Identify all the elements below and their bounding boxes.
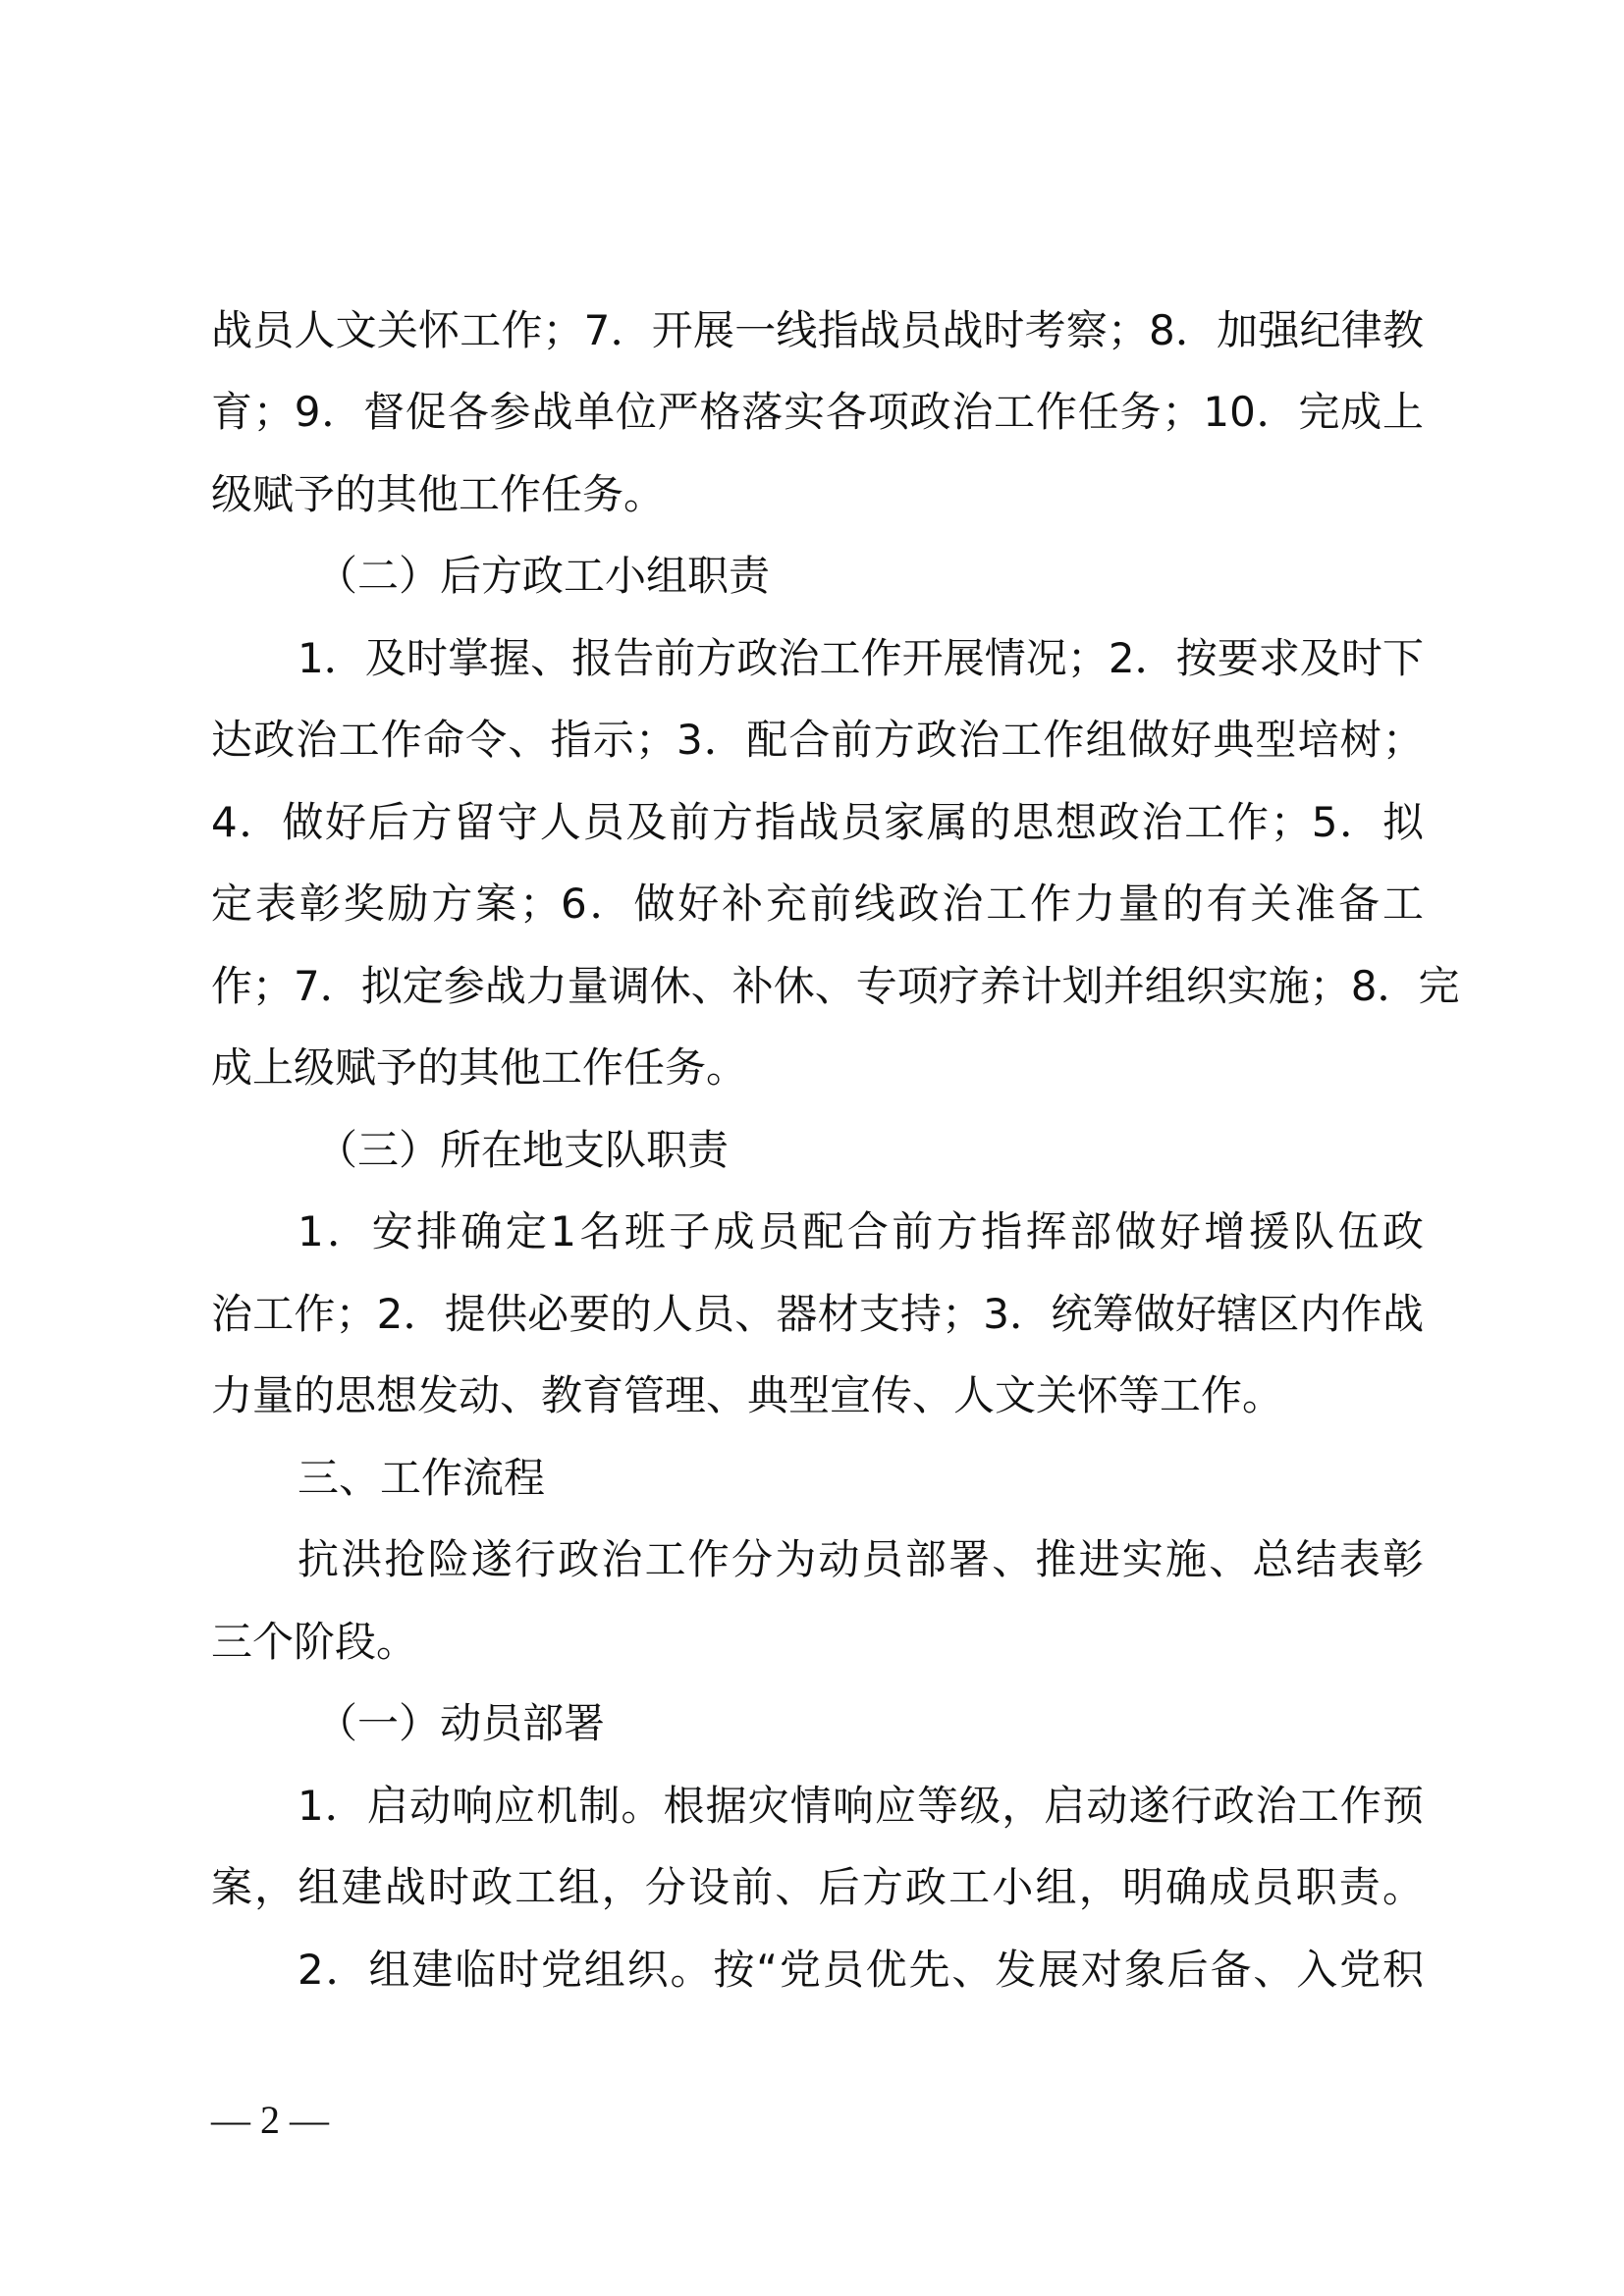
paragraph-line: 案，组建战时政工组，分设前、后方政工小组，明确成员职责。	[211, 1863, 1424, 1911]
paragraph-line: 治工作；2．提供必要的人员、器材支持；3．统筹做好辖区内作战	[211, 1290, 1424, 1338]
paragraph-line: 定表彰奖励方案；6．做好补充前线政治工作力量的有关准备工	[211, 880, 1424, 928]
paragraph-line: 抗洪抢险遂行政治工作分为动员部署、推进实施、总结表彰	[298, 1535, 1424, 1583]
paragraph-line: 1．及时掌握、报告前方政治工作开展情况；2．按要求及时下	[298, 634, 1424, 682]
paragraph-line: 1．安排确定1名班子成员配合前方指挥部做好增援队伍政	[298, 1207, 1424, 1255]
paragraph-line: 级赋予的其他工作任务。	[211, 470, 666, 518]
paragraph-line: 力量的思想发动、教育管理、典型宣传、人文关怀等工作。	[211, 1371, 1284, 1419]
paragraph-line: 作；7．拟定参战力量调休、补休、专项疗养计划并组织实施；8．完	[211, 962, 1460, 1010]
paragraph-line: 育；9．督促各参战单位严格落实各项政治工作任务；10．完成上	[211, 388, 1424, 436]
paragraph-line: 1．启动响应机制。根据灾情响应等级，启动遂行政治工作预	[298, 1782, 1424, 1830]
paragraph-line: 战员人文关怀工作；7．开展一线指战员战时考察；8．加强纪律教	[211, 306, 1424, 354]
page-number: — 2 —	[211, 2098, 329, 2142]
paragraph-line: 2．组建临时党组织。按“党员优先、发展对象后备、入党积	[298, 1946, 1424, 1994]
section-heading: （一）动员部署	[316, 1699, 606, 1747]
section-heading: （二）后方政工小组职责	[316, 552, 771, 600]
paragraph-line: 4．做好后方留守人员及前方指战员家属的思想政治工作；5．拟	[211, 798, 1424, 846]
paragraph-line: 达政治工作命令、指示；3．配合前方政治工作组做好典型培树；	[211, 716, 1424, 764]
section-heading: 三、工作流程	[298, 1454, 546, 1502]
section-heading: （三）所在地支队职责	[316, 1126, 730, 1174]
paragraph-line: 成上级赋予的其他工作任务。	[211, 1043, 748, 1092]
paragraph-line: 三个阶段。	[211, 1618, 418, 1666]
